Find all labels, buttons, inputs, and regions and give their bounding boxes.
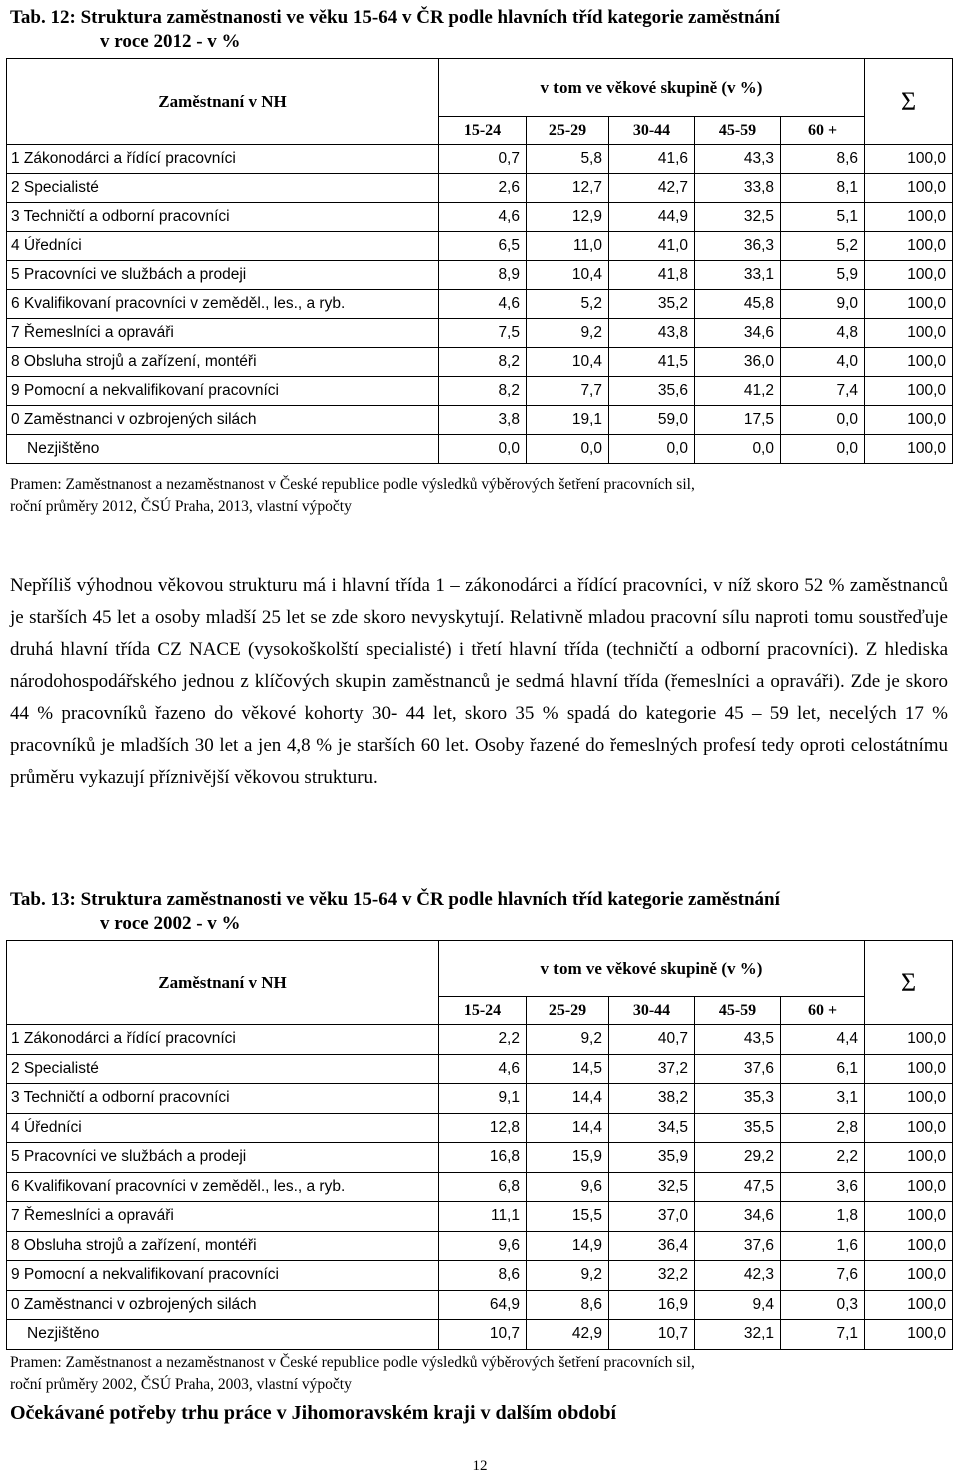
table-cell: 42,9 — [527, 1320, 609, 1350]
body-paragraph: Nepříliš výhodnou věkovou strukturu má i hlavní třída 1 – zákonodárci a řídící pracovníci, v níž skoro 52 % zaměstnanců je starších 45 let a osoby mladší 25 let se zde skoro nevyskytují. Relativně mladou pracovní sílu naproti tomu soustřeďuje druhá hlavní třída CZ NACE (vysokoškolští specialisté) i třetí hlavní třída (techničtí a odborní pracovníci). Z hlediska národohospodářského jednou z klíčových skupin zaměstnanců je sedmá hlavní třída (řemeslníci a opraváři). Zde je skoro 44 % pracovníků řazeno do věkové kohorty 30- 44 let, skoro 35 % spadá do kategorie 45 – 59 let, necelých 17 % pracovníků je mladších 30 let a jen 4,8 % je starších 60 let. Osoby řazené do řemeslných profesí tedy oproti celostátnímu průměru vykazují příznivější věkovou strukturu. — [10, 575, 948, 788]
table-cell: 38,2 — [609, 1084, 695, 1114]
table-row — [7, 1172, 953, 1202]
table-cell: 2,2 — [439, 1025, 527, 1055]
table-cell: 36,0 — [695, 348, 781, 377]
table-cell: 9,6 — [527, 1172, 609, 1202]
row-label: 0 Zaměstnanci v ozbrojených silách — [7, 1290, 439, 1320]
table-cell: 37,6 — [695, 1231, 781, 1261]
table-row — [7, 203, 953, 232]
row-label: 8 Obsluha strojů a zařízení, montéři — [7, 1231, 439, 1261]
table-cell: 9,4 — [695, 1290, 781, 1320]
row-label: 4 Úředníci — [7, 1113, 439, 1143]
table-cell: 1,8 — [781, 1202, 865, 1232]
table13-col-label-header: Zaměstnaní v NH — [7, 941, 439, 1025]
table-cell: 0,0 — [439, 435, 527, 464]
row-label: 4 Úředníci — [7, 232, 439, 261]
table-cell: 8,6 — [527, 1290, 609, 1320]
table-cell: 43,5 — [695, 1025, 781, 1055]
table-cell: 37,2 — [609, 1054, 695, 1084]
table12-source-line2: roční průměry 2012, ČSÚ Praha, 2013, vlastní výpočty — [10, 498, 352, 515]
table13-source — [10, 1352, 950, 1396]
table-row — [7, 1143, 953, 1173]
table13-age-col: 45-59 — [695, 997, 781, 1025]
table-cell: 3,6 — [781, 1172, 865, 1202]
table-cell: 43,3 — [695, 145, 781, 174]
table13-caption — [10, 888, 950, 936]
row-label: 2 Specialisté — [7, 1054, 439, 1084]
table-cell: 8,2 — [439, 377, 527, 406]
table12-sigma-header: Σ — [865, 59, 953, 145]
table-cell: 0,0 — [781, 435, 865, 464]
table-cell: 32,1 — [695, 1320, 781, 1350]
table-cell: 14,5 — [527, 1054, 609, 1084]
table-cell: 41,0 — [609, 232, 695, 261]
table-cell: 100,0 — [865, 1143, 953, 1173]
table-cell: 47,5 — [695, 1172, 781, 1202]
table-cell: 6,8 — [439, 1172, 527, 1202]
table-cell: 100,0 — [865, 203, 953, 232]
table-cell: 8,2 — [439, 348, 527, 377]
table-cell: 9,2 — [527, 1261, 609, 1291]
table-cell: 12,8 — [439, 1113, 527, 1143]
table-cell: 5,2 — [527, 290, 609, 319]
table-cell: 100,0 — [865, 1261, 953, 1291]
table-cell: 35,2 — [609, 290, 695, 319]
table12-col-label-header: Zaměstnaní v NH — [7, 59, 439, 145]
table-cell: 17,5 — [695, 406, 781, 435]
table12-source — [10, 474, 950, 518]
table-cell: 32,5 — [609, 1172, 695, 1202]
table-cell: 100,0 — [865, 1084, 953, 1114]
table-cell: 32,2 — [609, 1261, 695, 1291]
table-row — [7, 1025, 953, 1055]
table-cell: 9,2 — [527, 1025, 609, 1055]
table13-age-col: 60 + — [781, 997, 865, 1025]
table-cell: 14,9 — [527, 1231, 609, 1261]
table-cell: 29,2 — [695, 1143, 781, 1173]
section-heading: Očekávané potřeby trhu práce v Jihomoravském kraji v dalším období — [10, 1402, 617, 1424]
table-cell: 10,4 — [527, 261, 609, 290]
row-label: 0 Zaměstnanci v ozbrojených silách — [7, 406, 439, 435]
table-cell: 100,0 — [865, 1172, 953, 1202]
table-cell: 9,1 — [439, 1084, 527, 1114]
table-cell: 100,0 — [865, 435, 953, 464]
table-cell: 10,7 — [439, 1320, 527, 1350]
table-cell: 41,5 — [609, 348, 695, 377]
table-cell: 100,0 — [865, 290, 953, 319]
table-cell: 5,2 — [781, 232, 865, 261]
row-label: 8 Obsluha strojů a zařízení, montéři — [7, 348, 439, 377]
table13-source-line1: Pramen: Zaměstnanost a nezaměstnanost v České republice podle výsledků výběrových šetření pracovních sil, — [10, 1354, 695, 1371]
table-cell: 34,5 — [609, 1113, 695, 1143]
table13-header-row1 — [7, 941, 953, 997]
row-label: 6 Kvalifikovaní pracovníci v zeměděl., les., a ryb. — [7, 290, 439, 319]
table-cell: 100,0 — [865, 261, 953, 290]
table-cell: 4,4 — [781, 1025, 865, 1055]
table-cell: 33,1 — [695, 261, 781, 290]
table-cell: 100,0 — [865, 1054, 953, 1084]
table-cell: 100,0 — [865, 1113, 953, 1143]
table-cell: 33,8 — [695, 174, 781, 203]
row-label: 5 Pracovníci ve službách a prodeji — [7, 261, 439, 290]
table-cell: 4,6 — [439, 1054, 527, 1084]
table-cell: 7,7 — [527, 377, 609, 406]
table-cell: 10,7 — [609, 1320, 695, 1350]
table-cell: 3,1 — [781, 1084, 865, 1114]
table12-caption-line2: v roce 2012 - v % — [100, 31, 241, 52]
table-cell: 100,0 — [865, 1025, 953, 1055]
table-cell: 100,0 — [865, 1320, 953, 1350]
table-cell: 14,4 — [527, 1113, 609, 1143]
table-cell: 43,8 — [609, 319, 695, 348]
table-cell: 9,2 — [527, 319, 609, 348]
table12 — [6, 58, 953, 464]
table-cell: 100,0 — [865, 1290, 953, 1320]
table12-caption — [10, 6, 950, 54]
table-row — [7, 1113, 953, 1143]
table-row — [7, 145, 953, 174]
table-cell: 40,7 — [609, 1025, 695, 1055]
table-cell: 0,0 — [527, 435, 609, 464]
table-cell: 1,6 — [781, 1231, 865, 1261]
table-cell: 59,0 — [609, 406, 695, 435]
table-row — [7, 319, 953, 348]
table-cell: 42,7 — [609, 174, 695, 203]
table12-age-groups-header: v tom ve věkové skupině (v %) — [439, 59, 865, 117]
table-cell: 2,6 — [439, 174, 527, 203]
row-label: 1 Zákonodárci a řídící pracovníci — [7, 1025, 439, 1055]
table-cell: 7,5 — [439, 319, 527, 348]
table-cell: 0,7 — [439, 145, 527, 174]
table12-age-col: 15-24 — [439, 117, 527, 145]
table12-caption-line1: Tab. 12: Struktura zaměstnanosti ve věku 15-64 v ČR podle hlavních tříd kategorie zaměstnání — [10, 7, 780, 28]
table-row — [7, 290, 953, 319]
table-cell: 100,0 — [865, 319, 953, 348]
table-cell: 35,3 — [695, 1084, 781, 1114]
table-cell: 5,1 — [781, 203, 865, 232]
table-cell: 41,2 — [695, 377, 781, 406]
table-cell: 100,0 — [865, 1231, 953, 1261]
table-row — [7, 1261, 953, 1291]
table-cell: 100,0 — [865, 174, 953, 203]
table-cell: 19,1 — [527, 406, 609, 435]
table-cell: 16,9 — [609, 1290, 695, 1320]
page-number: 12 — [472, 1458, 488, 1474]
table-cell: 8,1 — [781, 174, 865, 203]
table-cell: 4,8 — [781, 319, 865, 348]
table-cell: 8,9 — [439, 261, 527, 290]
table12-age-col: 45-59 — [695, 117, 781, 145]
table-cell: 35,9 — [609, 1143, 695, 1173]
table-cell: 9,6 — [439, 1231, 527, 1261]
table-row — [7, 261, 953, 290]
table-cell: 7,1 — [781, 1320, 865, 1350]
table-row — [7, 1084, 953, 1114]
table12-body — [7, 145, 953, 464]
table12-age-col: 30-44 — [609, 117, 695, 145]
table-cell: 6,1 — [781, 1054, 865, 1084]
row-label: 6 Kvalifikovaní pracovníci v zeměděl., les., a ryb. — [7, 1172, 439, 1202]
table13-caption-line2: v roce 2002 - v % — [100, 913, 241, 934]
table-cell: 64,9 — [439, 1290, 527, 1320]
table-cell: 41,8 — [609, 261, 695, 290]
table-cell: 15,9 — [527, 1143, 609, 1173]
table-cell: 5,8 — [527, 145, 609, 174]
table-row — [7, 406, 953, 435]
table-cell: 42,3 — [695, 1261, 781, 1291]
table-cell: 8,6 — [439, 1261, 527, 1291]
table12-header-row1 — [7, 59, 953, 117]
table-cell: 2,2 — [781, 1143, 865, 1173]
table-cell: 100,0 — [865, 348, 953, 377]
table13-caption-line1: Tab. 13: Struktura zaměstnanosti ve věku 15-64 v ČR podle hlavních tříd kategorie zaměstnání — [10, 889, 780, 910]
table-cell: 12,9 — [527, 203, 609, 232]
table-cell: 100,0 — [865, 1202, 953, 1232]
table12-age-col: 25-29 — [527, 117, 609, 145]
table-cell: 32,5 — [695, 203, 781, 232]
table-cell: 34,6 — [695, 319, 781, 348]
table-row — [7, 1054, 953, 1084]
table-cell: 16,8 — [439, 1143, 527, 1173]
table-cell: 100,0 — [865, 377, 953, 406]
table-cell: 45,8 — [695, 290, 781, 319]
row-label: 1 Zákonodárci a řídící pracovníci — [7, 145, 439, 174]
table-cell: 100,0 — [865, 406, 953, 435]
table-row — [7, 377, 953, 406]
table-cell: 6,5 — [439, 232, 527, 261]
table-cell: 37,0 — [609, 1202, 695, 1232]
table-cell: 7,4 — [781, 377, 865, 406]
table-cell: 44,9 — [609, 203, 695, 232]
table-cell: 11,1 — [439, 1202, 527, 1232]
table13 — [6, 940, 953, 1350]
table-cell: 0,0 — [695, 435, 781, 464]
table-row — [7, 1290, 953, 1320]
table-cell: 34,6 — [695, 1202, 781, 1232]
table-cell: 35,5 — [695, 1113, 781, 1143]
table13-age-col: 15-24 — [439, 997, 527, 1025]
table-row — [7, 1320, 953, 1350]
table-cell: 12,7 — [527, 174, 609, 203]
table-cell: 2,8 — [781, 1113, 865, 1143]
row-label: 7 Řemeslníci a opraváři — [7, 1202, 439, 1232]
table-row — [7, 348, 953, 377]
table-cell: 5,9 — [781, 261, 865, 290]
table-row — [7, 1202, 953, 1232]
table-row — [7, 435, 953, 464]
row-label: 3 Techničtí a odborní pracovníci — [7, 203, 439, 232]
table-cell: 0,0 — [781, 406, 865, 435]
table-cell: 36,4 — [609, 1231, 695, 1261]
table-cell: 37,6 — [695, 1054, 781, 1084]
row-label: 9 Pomocní a nekvalifikovaní pracovníci — [7, 1261, 439, 1291]
row-label: 5 Pracovníci ve službách a prodeji — [7, 1143, 439, 1173]
table-cell: 36,3 — [695, 232, 781, 261]
table-cell: 41,6 — [609, 145, 695, 174]
table-cell: 10,4 — [527, 348, 609, 377]
table13-body — [7, 1025, 953, 1350]
table-row — [7, 1231, 953, 1261]
table13-source-line2: roční průměry 2002, ČSÚ Praha, 2003, vlastní výpočty — [10, 1376, 352, 1393]
table-cell: 11,0 — [527, 232, 609, 261]
row-label: 3 Techničtí a odborní pracovníci — [7, 1084, 439, 1114]
table-cell: 100,0 — [865, 145, 953, 174]
table-cell: 4,6 — [439, 290, 527, 319]
table13-age-col: 25-29 — [527, 997, 609, 1025]
table-cell: 7,6 — [781, 1261, 865, 1291]
table-cell: 3,8 — [439, 406, 527, 435]
table-cell: 0,0 — [609, 435, 695, 464]
table-cell: 4,6 — [439, 203, 527, 232]
table-cell: 8,6 — [781, 145, 865, 174]
table12-source-line1: Pramen: Zaměstnanost a nezaměstnanost v České republice podle výsledků výběrových šetření pracovních sil, — [10, 476, 695, 493]
table-row — [7, 174, 953, 203]
table12-age-col: 60 + — [781, 117, 865, 145]
row-label: Nezjištěno — [7, 1320, 439, 1350]
table-cell: 14,4 — [527, 1084, 609, 1114]
table13-age-groups-header: v tom ve věkové skupině (v %) — [439, 941, 865, 997]
table-cell: 4,0 — [781, 348, 865, 377]
table13-sigma-header: Σ — [865, 941, 953, 1025]
table-cell: 0,3 — [781, 1290, 865, 1320]
table-cell: 9,0 — [781, 290, 865, 319]
table-cell: 100,0 — [865, 232, 953, 261]
row-label: Nezjištěno — [7, 435, 439, 464]
table-cell: 15,5 — [527, 1202, 609, 1232]
table13-age-col: 30-44 — [609, 997, 695, 1025]
table-row — [7, 232, 953, 261]
row-label: 9 Pomocní a nekvalifikovaní pracovníci — [7, 377, 439, 406]
row-label: 7 Řemeslníci a opraváři — [7, 319, 439, 348]
table-cell: 35,6 — [609, 377, 695, 406]
row-label: 2 Specialisté — [7, 174, 439, 203]
